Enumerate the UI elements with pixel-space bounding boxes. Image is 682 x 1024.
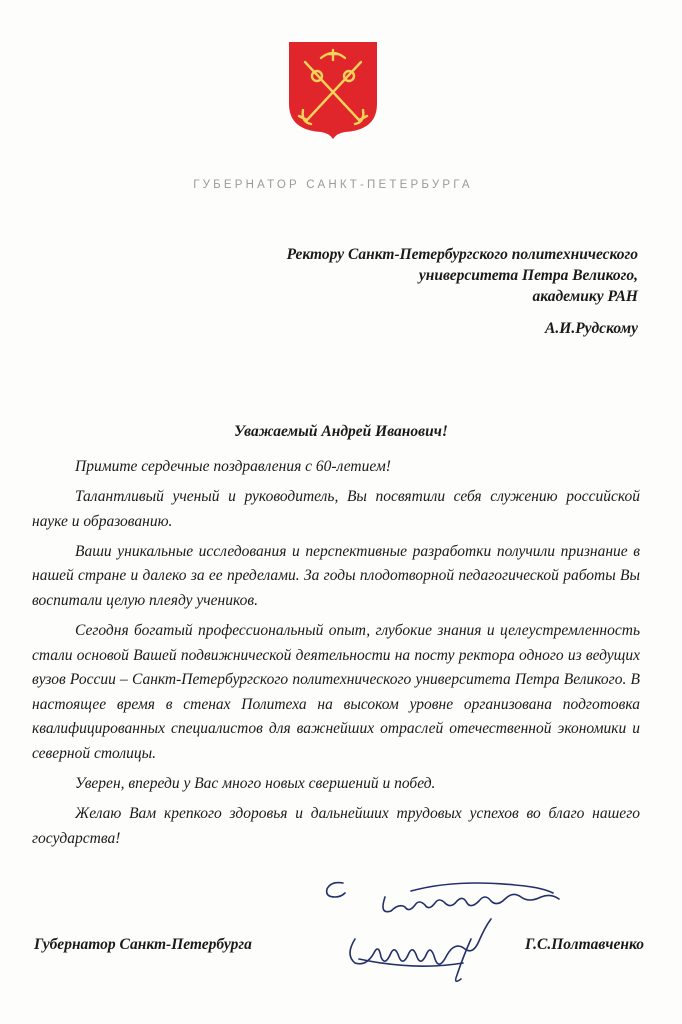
paragraph: Талантливый ученый и руководитель, Вы посвятили себя служению российской науке и образованию. — [32, 488, 640, 530]
header-title: ГУБЕРНАТОР САНКТ-ПЕТЕРБУРГА — [193, 179, 473, 191]
signature-title: Губернатор Санкт-Петербурга — [34, 936, 252, 953]
addressee-line: академику РАН — [532, 288, 638, 305]
letter-body — [32, 455, 640, 857]
paragraph: Желаю Вам крепкого здоровья и дальнейших трудовых успехов во благо нашего государства! — [32, 805, 640, 847]
salutation: Уважаемый Андрей Иванович! — [234, 423, 448, 440]
coat-of-arms-icon — [287, 40, 379, 140]
paragraph: Примите сердечные поздравления с 60-летием! — [75, 458, 391, 475]
addressee-line: университета Петра Великого, — [418, 267, 638, 284]
paragraph: Сегодня богатый профессиональный опыт, глубокие знания и целеустремленность стали основой Вашей подвижнической деятельности на посту ректора одного из ведущих вузов России – Санкт-Петербургского политехнического университета Петра Великого. В настоящее время в стенах Политеха на высоком уровне организована подготовка квалифицированных специалистов для важнейших отраслей отечественной экономики и северной столицы. — [32, 622, 640, 763]
handwritten-signature — [315, 875, 575, 995]
addressee-line: Ректору Санкт-Петербургского политехнического — [286, 246, 638, 263]
addressee-name: А.И.Рудскому — [545, 320, 638, 337]
signature-name: Г.С.Полтавченко — [524, 936, 644, 953]
paragraph: Ваши уникальные исследования и перспективные разработки получили признание в нашей стране и далеко за ее пределами. За годы плодотворной педагогической работы Вы воспитали целую плеяду учеников. — [32, 542, 640, 609]
paragraph: Уверен, впереди у Вас много новых свершений и побед. — [75, 775, 436, 793]
addressee-block — [287, 244, 638, 307]
